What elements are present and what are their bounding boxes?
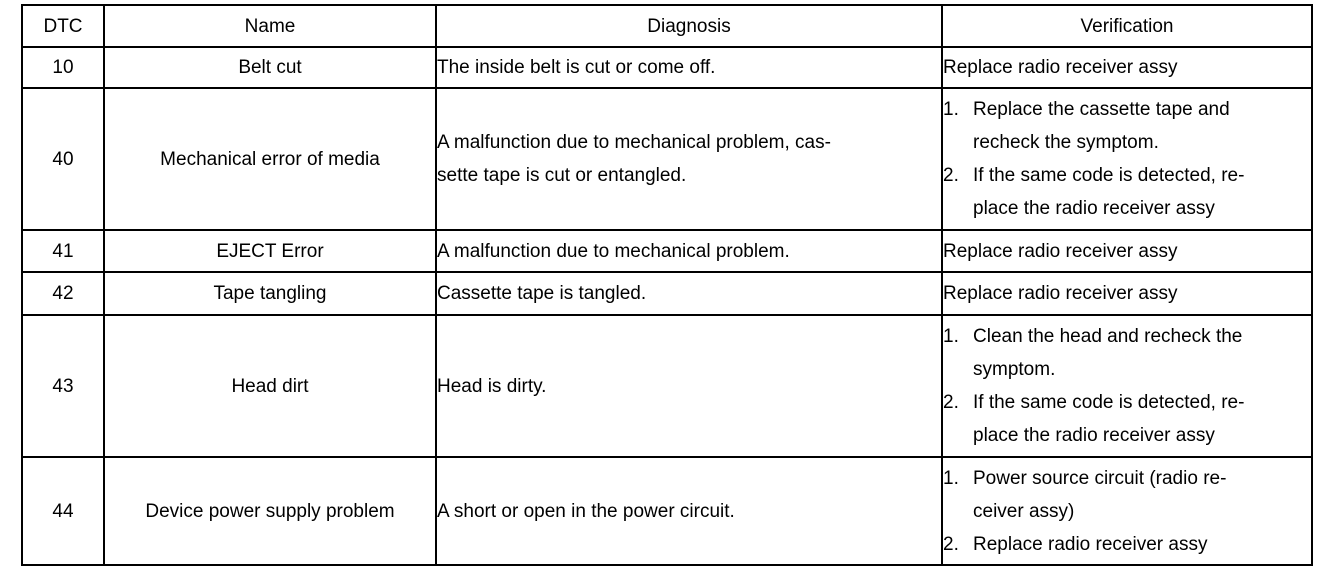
dtc-name: Tape tangling	[104, 272, 436, 315]
dtc-code: 42	[22, 272, 104, 315]
verification-step	[943, 159, 1311, 225]
dtc-code: 43	[22, 315, 104, 457]
dtc-diagnosis: Cassette tape is tangled.	[436, 272, 942, 315]
step-line: place the radio receiver assy	[973, 425, 1215, 446]
dtc-name: Device power supply problem	[104, 457, 436, 565]
dtc-diagnosis: The inside belt is cut or come off.	[436, 47, 942, 88]
step-number: 1.	[943, 99, 959, 120]
step-number: 1.	[943, 326, 959, 347]
dtc-verification	[942, 315, 1312, 457]
diagnosis-line: A malfunction due to mechanical problem, cas-	[437, 132, 831, 153]
step-number: 1.	[943, 467, 959, 489]
verification-steps	[943, 93, 1311, 225]
verification-step	[943, 462, 1311, 528]
table-row	[22, 272, 1312, 315]
dtc-verification	[942, 457, 1312, 565]
verification-steps	[943, 320, 1311, 452]
step-number: 2.	[943, 392, 959, 413]
step-line: place the radio receiver assy	[973, 198, 1215, 219]
step-line: Replace the cassette tape and	[973, 99, 1230, 120]
verification-step	[943, 386, 1311, 452]
header-diagnosis: Diagnosis	[436, 5, 942, 47]
step-number: 2.	[943, 165, 959, 186]
dtc-verification: Replace radio receiver assy	[942, 272, 1312, 315]
dtc-verification: Replace radio receiver assy	[942, 230, 1312, 272]
step-line: recheck the symptom.	[973, 132, 1159, 153]
step-line: Clean the head and recheck the	[973, 326, 1243, 347]
verification-steps	[943, 462, 1311, 561]
dtc-verification: Replace radio receiver assy	[942, 47, 1312, 88]
dtc-name: Head dirt	[104, 315, 436, 457]
dtc-code: 40	[22, 88, 104, 230]
dtc-diagnosis	[436, 88, 942, 230]
dtc-diagnosis: Head is dirty.	[436, 315, 942, 457]
dtc-name: Belt cut	[104, 47, 436, 88]
step-line: ceiver assy)	[973, 500, 1075, 522]
dtc-code: 41	[22, 230, 104, 272]
table-row	[22, 457, 1312, 565]
dtc-diagnosis: A short or open in the power circuit.	[436, 457, 942, 565]
verification-step	[943, 528, 1311, 561]
step-line: symptom.	[973, 359, 1056, 380]
step-number: 2.	[943, 533, 959, 555]
step-line: If the same code is detected, re-	[973, 392, 1245, 413]
step-line: If the same code is detected, re-	[973, 165, 1245, 186]
table-row	[22, 315, 1312, 457]
dtc-diagnosis: A malfunction due to mechanical problem.	[436, 230, 942, 272]
dtc-name: Mechanical error of media	[104, 88, 436, 230]
dtc-code: 44	[22, 457, 104, 565]
diagnosis-line: sette tape is cut or entangled.	[437, 165, 687, 186]
header-verification: Verification	[942, 5, 1312, 47]
dtc-name: EJECT Error	[104, 230, 436, 272]
dtc-verification	[942, 88, 1312, 230]
verification-step	[943, 320, 1311, 386]
table-header-row	[22, 5, 1312, 47]
table-row	[22, 47, 1312, 88]
header-dtc: DTC	[22, 5, 104, 47]
verification-step	[943, 93, 1311, 159]
header-name: Name	[104, 5, 436, 47]
step-line: Power source circuit (radio re-	[973, 467, 1227, 489]
table-row	[22, 230, 1312, 272]
dtc-table	[21, 4, 1313, 566]
dtc-code: 10	[22, 47, 104, 88]
step-line: Replace radio receiver assy	[973, 533, 1208, 555]
table-row	[22, 88, 1312, 230]
